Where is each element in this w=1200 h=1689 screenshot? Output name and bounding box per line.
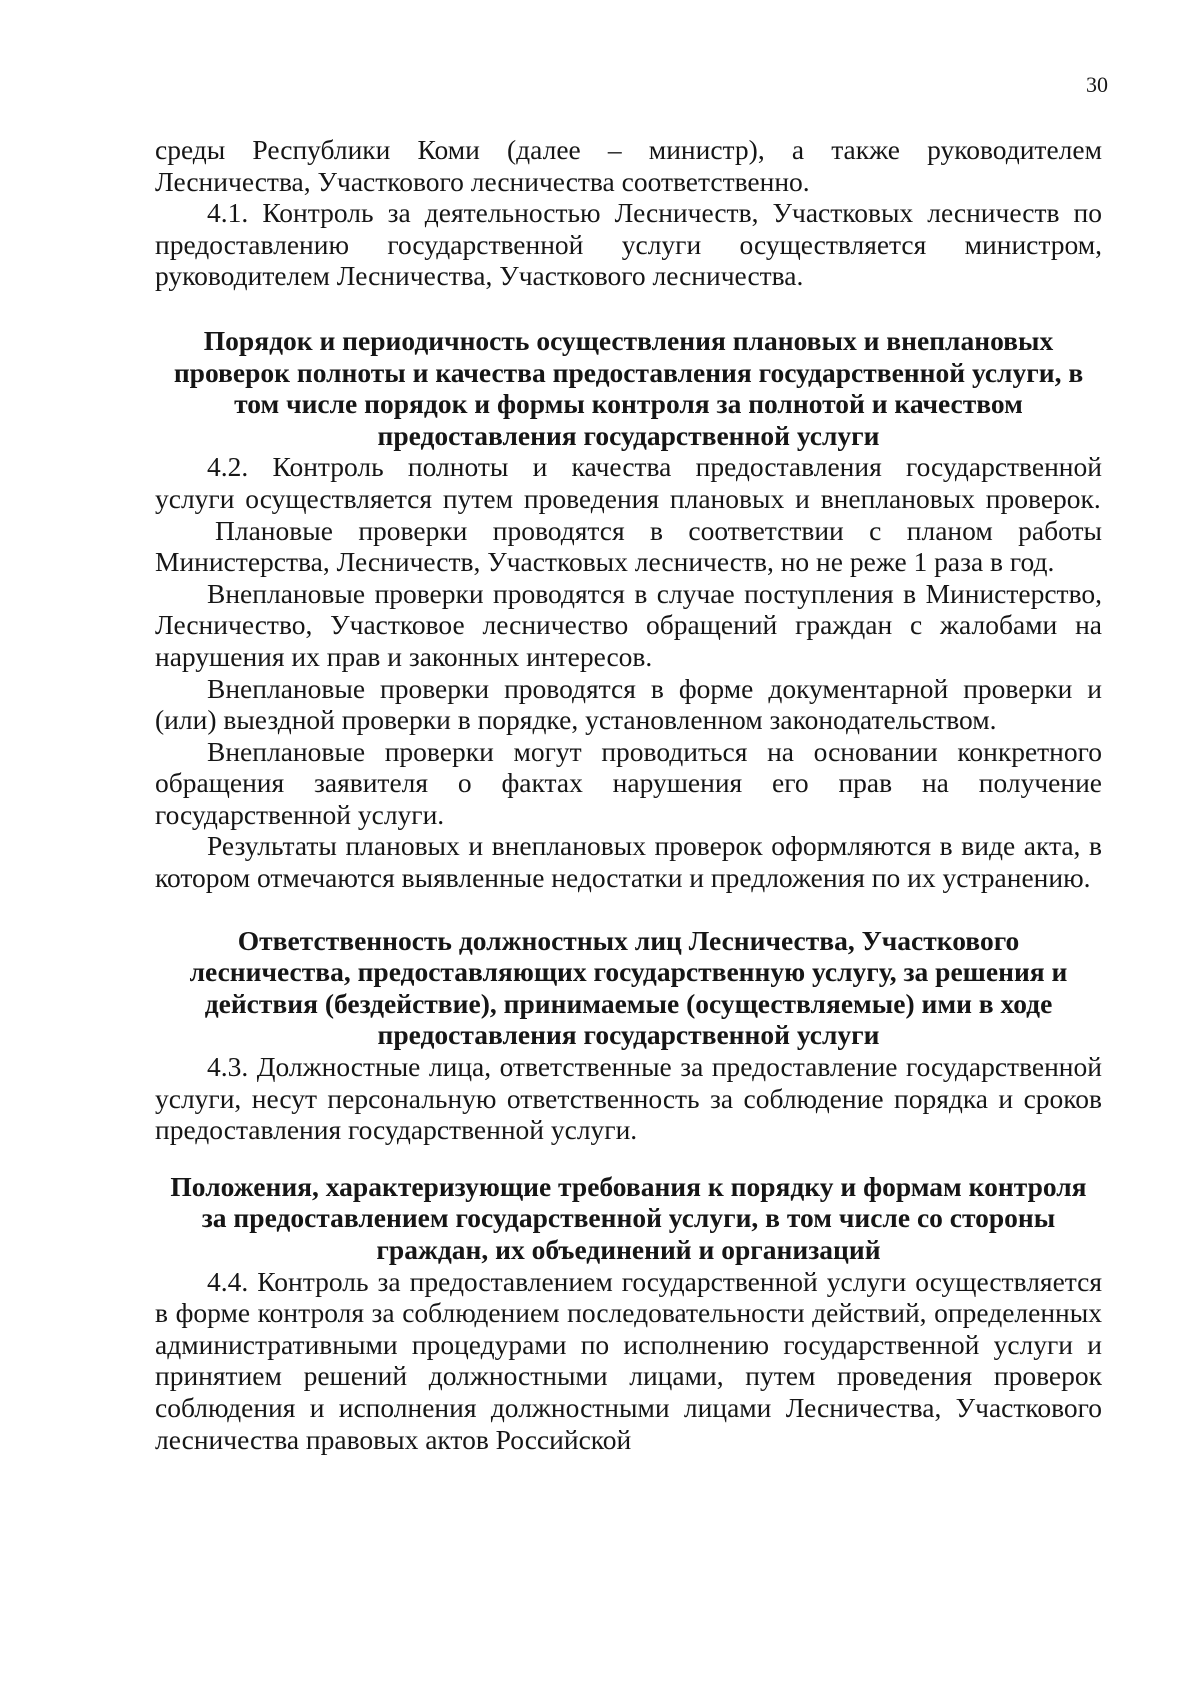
spacer (155, 1146, 1102, 1171)
paragraph-4-4: 4.4. Контроль за предоставлением государственной услуги осуществляется в форме контроля за соблюдением последовательности действий, определенных административными процедурами по исполнению государственной услуги и принятием решений должностными лицами, путем проведения проверок соблюдения и исполнения должностными лицами Лесничества, Участкового лесничества правовых актов Российской (155, 1265, 1102, 1455)
paragraph: Плановые проверки проводятся в соответствии с планом работы Министерства, Лесничеств, Участковых лесничеств, но не реже 1 раза в год. (155, 514, 1102, 578)
paragraph: Внеплановые проверки проводятся в случае поступления в Министерство, Лесничество, Участковое лесничество обращений граждан с жалобами на нарушения их прав и законных интересов. (155, 577, 1102, 672)
paragraph: среды Республики Коми (далее – министр), а также руководителем Лесничества, Участкового лесничества соответственно. (155, 134, 1102, 197)
paragraph-4-3: 4.3. Должностные лица, ответственные за предоставление государственной услуги, несут персональную ответственность за соблюдение порядка и сроков предоставления государственной услуги. (155, 1051, 1102, 1146)
paragraph-4-1: 4.1. Контроль за деятельностью Лесничеств, Участковых лесничеств по предоставлению государственной услуги осуществляется министром, руководителем Лесничества, Участкового лесничества. (155, 197, 1102, 292)
section-heading-responsibility: Ответственность должностных лиц Лесничества, Участкового лесничества, предоставляющих государственную услугу, за решения и действия (бездействие), принимаемые (осуществляемые) ими в ходе предоставления государственной услуги (189, 924, 1068, 1051)
section-heading-inspections: Порядок и периодичность осуществления плановых и внеплановых проверок полноты и качества предоставления государственной услуги, в том числе порядок и формы контроля за полнотой и качеством предоставления государственной услуги (173, 324, 1084, 451)
paragraph-4-2: 4.2. Контроль полноты и качества предоставления государственной услуги осуществляется путем проведения плановых и внеплановых проверок. (155, 451, 1102, 514)
section-heading-control-requirements: Положения, характеризующие требования к порядку и формам контроля за предоставлением государственной услуги, в том числе со стороны граждан, их объединений и организаций (170, 1170, 1087, 1265)
paragraph: Результаты плановых и внеплановых проверок оформляются в виде акта, в котором отмечаются выявленные недостатки и предложения по их устранению. (155, 830, 1102, 894)
spacer (155, 292, 1102, 325)
page-number: 30 (1086, 72, 1108, 97)
document-body (155, 134, 1102, 1455)
paragraph: Внеплановые проверки могут проводиться на основании конкретного обращения заявителя о фактах нарушения его прав на получение государственной услуги. (155, 735, 1102, 830)
paragraph: Внеплановые проверки проводятся в форме документарной проверки и (или) выездной проверки в порядке, установленном законодательством. (155, 672, 1102, 736)
spacer (155, 894, 1102, 925)
